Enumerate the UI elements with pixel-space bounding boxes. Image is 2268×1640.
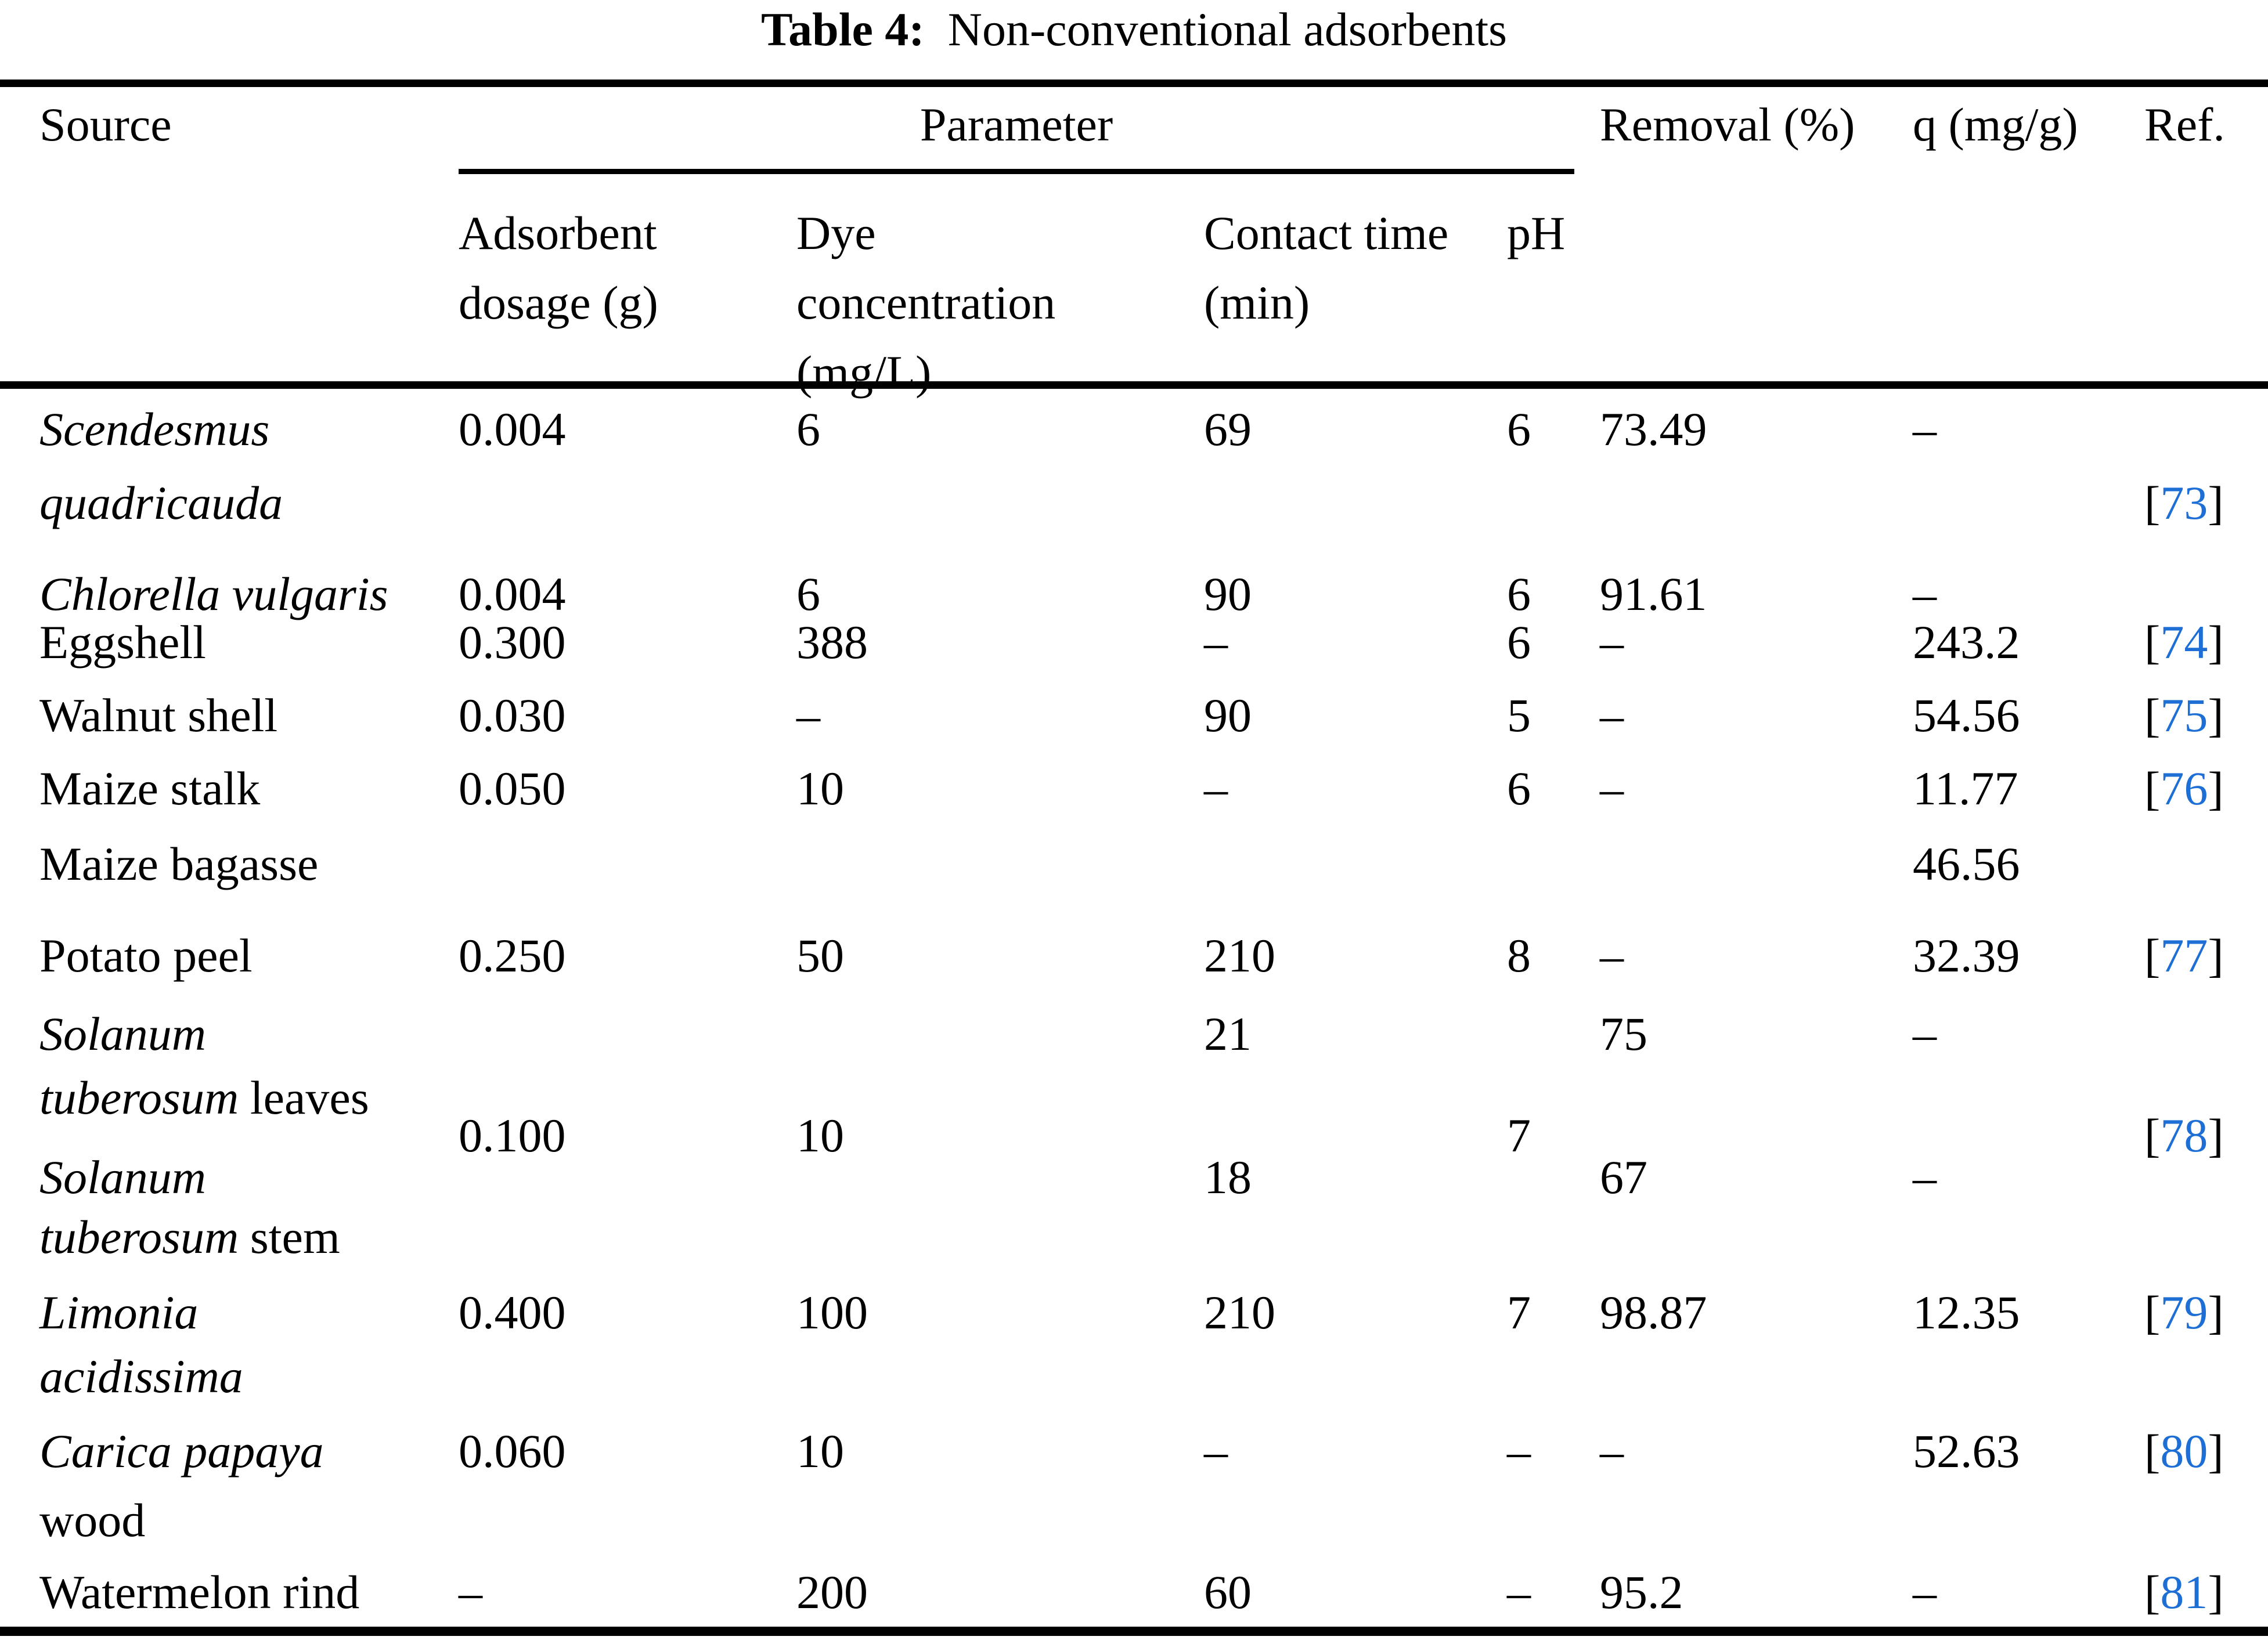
column-header-concentration-line2: concentration	[796, 276, 1056, 329]
citation-link[interactable]: 79	[2160, 1286, 2208, 1339]
cell-removal: –	[1600, 762, 1624, 815]
cell-source: tuberosum leaves	[39, 1071, 369, 1124]
table-row	[0, 1213, 2268, 1271]
citation-link[interactable]: 75	[2160, 689, 2208, 742]
citation-bracket: ]	[2208, 616, 2224, 669]
cell-source: Limonia	[39, 1286, 199, 1339]
citation-link[interactable]: 81	[2160, 1566, 2208, 1619]
cell-ref	[2144, 762, 2224, 815]
header-row	[0, 98, 2268, 159]
cell-ph: –	[1507, 1425, 1531, 1478]
table-row	[0, 616, 2268, 677]
column-header-q: q (mg/g)	[1913, 98, 2078, 151]
citation-bracket: [	[2144, 1109, 2161, 1162]
cell-concentration: 50	[796, 929, 844, 982]
cell-concentration: 6	[796, 403, 820, 456]
cell-ref	[2144, 1566, 2224, 1619]
citation-bracket: ]	[2208, 1286, 2224, 1339]
cell-dosage: 0.100	[459, 1109, 566, 1162]
cell-contact-time: –	[1204, 1425, 1228, 1478]
cell-ref	[2144, 616, 2224, 669]
citation-bracket: [	[2144, 616, 2161, 669]
table-caption-label: Table 4:	[760, 3, 925, 56]
citation-bracket: ]	[2208, 1425, 2224, 1478]
cell-q: –	[1913, 568, 1937, 620]
citation-bracket: [	[2144, 1286, 2161, 1339]
table-row	[0, 689, 2268, 750]
cell-ph: 8	[1507, 929, 1531, 982]
table-row	[0, 1425, 2268, 1486]
cell-ref	[2144, 1425, 2224, 1478]
cell-contact-time: 18	[1204, 1151, 1252, 1204]
cell-ph: 6	[1507, 616, 1531, 669]
cell-concentration: 100	[796, 1286, 868, 1339]
cell-ph: –	[1507, 1566, 1531, 1619]
column-header-ph: pH	[1507, 207, 1566, 259]
table-row	[0, 476, 2268, 537]
cell-source: Carica papaya	[39, 1425, 324, 1478]
cell-source: Walnut shell	[39, 689, 278, 742]
cell-removal: 73.49	[1600, 403, 1707, 456]
column-header-contact-time: Contact time	[1204, 207, 1449, 259]
table-row	[0, 1350, 2268, 1411]
cell-ph: 6	[1507, 568, 1531, 620]
cell-contact-time: 21	[1204, 1007, 1252, 1060]
cell-contact-time: 90	[1204, 568, 1252, 620]
cell-source: Solanum	[39, 1151, 206, 1204]
table-caption-text: Non-conventional adsorbents	[947, 3, 1508, 56]
citation-bracket: [	[2144, 762, 2161, 815]
cell-q: 243.2	[1913, 616, 2020, 669]
cell-contact-time: 90	[1204, 689, 1252, 742]
subheader-row-line3	[0, 346, 2268, 407]
citation-bracket: ]	[2208, 689, 2224, 742]
citation-bracket: [	[2144, 476, 2161, 529]
cell-dosage: 0.250	[459, 929, 566, 982]
cell-ref	[2144, 689, 2224, 742]
citation-link[interactable]: 74	[2160, 616, 2208, 669]
cell-ph: 6	[1507, 403, 1531, 456]
cell-contact-time: 210	[1204, 929, 1275, 982]
cell-dosage: 0.030	[459, 689, 566, 742]
column-header-removal: Removal (%)	[1600, 98, 1855, 151]
cell-ref	[2144, 476, 2224, 529]
cell-q: –	[1913, 1151, 1937, 1204]
cell-source: Scendesmus	[39, 403, 270, 456]
table-row	[0, 1151, 2268, 1212]
citation-bracket: ]	[2208, 1566, 2224, 1619]
cell-dosage: 0.400	[459, 1286, 566, 1339]
cell-q: 52.63	[1913, 1425, 2020, 1478]
table-caption	[0, 3, 2268, 56]
cell-removal: 98.87	[1600, 1286, 1707, 1339]
cell-q: –	[1913, 403, 1937, 456]
cell-q: 11.77	[1913, 762, 2018, 815]
column-header-dosage-line2: dosage (g)	[459, 276, 658, 329]
citation-bracket: ]	[2208, 1109, 2224, 1162]
cell-dosage: 0.004	[459, 403, 566, 456]
citation-bracket: [	[2144, 689, 2161, 742]
cell-source: Watermelon rind	[39, 1566, 360, 1619]
column-header-contact-time-line2: (min)	[1204, 276, 1310, 329]
cell-dosage: 0.004	[459, 568, 566, 620]
table-row	[0, 1007, 2268, 1068]
cell-source: Maize stalk	[39, 762, 261, 815]
cell-source: Maize bagasse	[39, 837, 319, 890]
cell-contact-time: 60	[1204, 1566, 1252, 1619]
cell-concentration: 200	[796, 1566, 868, 1619]
citation-bracket: [	[2144, 1425, 2161, 1478]
cell-q: 32.39	[1913, 929, 2020, 982]
cell-q: 12.35	[1913, 1286, 2020, 1339]
cell-contact-time: –	[1204, 762, 1228, 815]
citation-bracket: ]	[2208, 476, 2224, 529]
citation-link[interactable]: 77	[2160, 929, 2208, 982]
cell-concentration: 10	[796, 1425, 844, 1478]
cell-contact-time: 69	[1204, 403, 1252, 456]
cell-q: –	[1913, 1007, 1937, 1060]
cell-ph: 7	[1507, 1286, 1531, 1339]
citation-bracket: ]	[2208, 762, 2224, 815]
top-rule	[0, 80, 2268, 87]
table-row	[0, 762, 2268, 823]
cell-contact-time: –	[1204, 616, 1228, 669]
citation-link[interactable]: 73	[2160, 476, 2208, 529]
cell-source: quadricauda	[39, 476, 283, 529]
column-header-ref: Ref.	[2144, 98, 2225, 151]
cell-removal: –	[1600, 1425, 1624, 1478]
cell-concentration: 10	[796, 762, 844, 815]
column-header-parameter-group: Parameter	[920, 98, 1113, 151]
cell-concentration: –	[796, 689, 820, 742]
cell-source: Solanum	[39, 1007, 206, 1060]
cell-source: Eggshell	[39, 616, 206, 669]
cell-source: acidissima	[39, 1350, 243, 1403]
cell-ref	[2144, 1109, 2224, 1162]
citation-bracket: [	[2144, 1566, 2161, 1619]
table-row	[0, 837, 2268, 898]
citation-link[interactable]: 78	[2160, 1109, 2208, 1162]
table-row	[0, 1286, 2268, 1347]
citation-bracket: [	[2144, 929, 2161, 982]
cell-ph: 6	[1507, 762, 1531, 815]
cell-dosage: –	[459, 1566, 482, 1619]
column-header-dosage: Adsorbent	[459, 207, 657, 259]
citation-link[interactable]: 80	[2160, 1425, 2208, 1478]
citation-bracket: ]	[2208, 929, 2224, 982]
cell-ph: 5	[1507, 689, 1531, 742]
cell-q: –	[1913, 1566, 1937, 1619]
cell-concentration: 10	[796, 1109, 844, 1162]
cell-source: Chlorella vulgaris	[39, 568, 388, 620]
cell-contact-time: 210	[1204, 1286, 1275, 1339]
cell-removal: –	[1600, 929, 1624, 982]
cell-q: 54.56	[1913, 689, 2020, 742]
table-row	[0, 1566, 2268, 1627]
cell-removal: –	[1600, 689, 1624, 742]
cell-source: tuberosum stem	[39, 1211, 340, 1263]
cell-source: Potato peel	[39, 929, 253, 982]
table-row	[0, 929, 2268, 990]
cell-removal: 95.2	[1600, 1566, 1683, 1619]
cell-ph: 7	[1507, 1109, 1531, 1162]
cell-dosage: 0.060	[459, 1425, 566, 1478]
citation-link[interactable]: 76	[2160, 762, 2208, 815]
column-header-concentration: Dye	[796, 207, 876, 259]
cell-removal: 67	[1600, 1151, 1647, 1204]
cell-ref	[2144, 1286, 2224, 1339]
cell-source: wood	[39, 1494, 146, 1547]
cell-removal: 91.61	[1600, 568, 1707, 620]
column-header-source: Source	[39, 98, 172, 151]
table-row	[0, 403, 2268, 464]
cell-dosage: 0.050	[459, 762, 566, 815]
cell-removal: 75	[1600, 1007, 1647, 1060]
cell-q: 46.56	[1913, 837, 2020, 890]
subheader-row-line2	[0, 276, 2268, 337]
cell-concentration: 6	[796, 568, 820, 620]
table-row	[0, 1494, 2268, 1555]
cell-removal: –	[1600, 616, 1624, 669]
cell-concentration: 388	[796, 616, 868, 669]
subheader-row-line1	[0, 209, 2268, 268]
bottom-rule	[0, 1627, 2268, 1636]
cell-dosage: 0.300	[459, 616, 566, 669]
parameter-group-underline	[459, 169, 1574, 174]
cell-ref	[2144, 929, 2224, 982]
column-header-concentration-line3: (mg/L)	[796, 346, 932, 399]
